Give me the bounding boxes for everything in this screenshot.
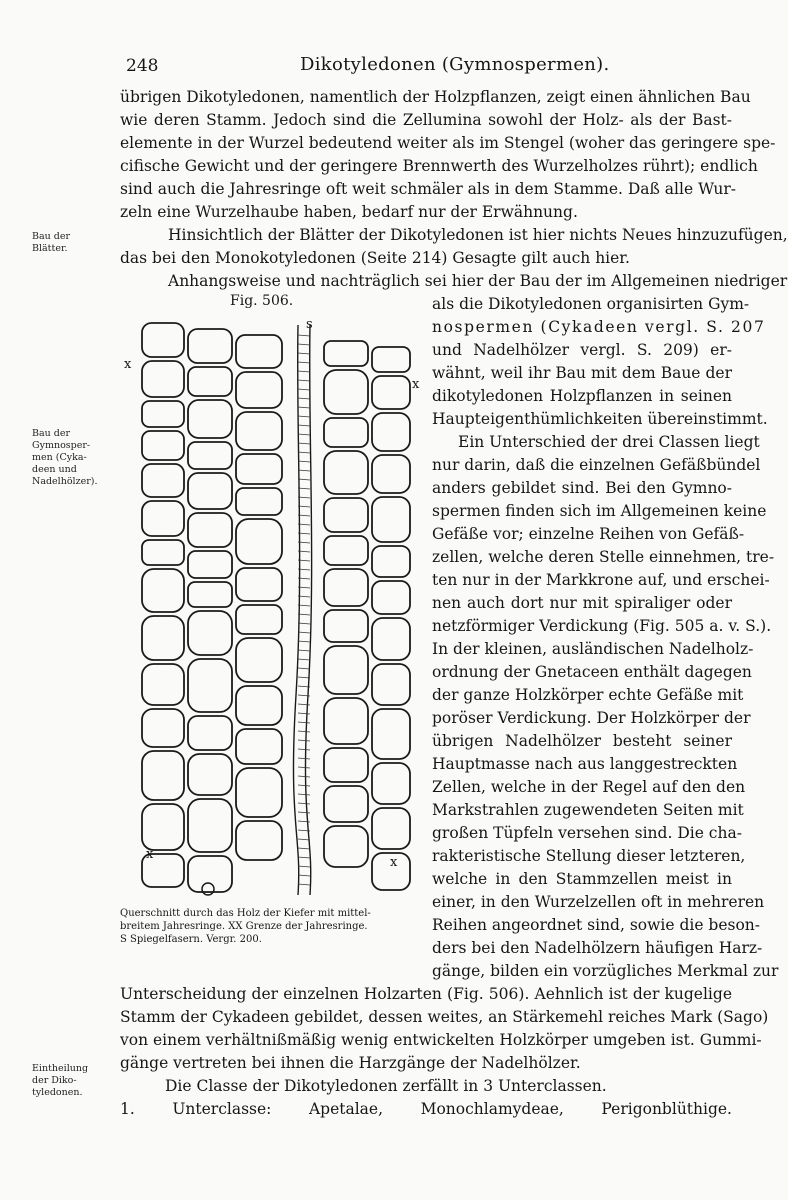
text-line: gänge, bilden ein vorzügliches Merkmal zur (432, 962, 779, 980)
subclass-heading: 1. Unterclasse: Apetalae, Monochlamydeae, Perigonblüthige. (120, 1100, 732, 1118)
wood-cell (324, 418, 368, 447)
medullary-ray-line (293, 325, 299, 895)
ray-hatch (298, 398, 310, 399)
ray-hatch (298, 839, 310, 840)
wood-cell (372, 376, 410, 409)
text-line: einer, in den Wurzelzellen oft in mehreren (432, 893, 765, 911)
wood-cell (236, 454, 282, 484)
wood-cell (188, 473, 232, 509)
text-line: Markstrahlen zugewendeten Seiten mit (432, 801, 744, 819)
text-line: von einem verhältnißmäßig wenig entwickelten Holzkörper umgeben ist. Gummi- (120, 1031, 762, 1049)
text-line: Ein Unterschied der drei Classen liegt (458, 433, 760, 451)
text-line: Haupteigenthümlichkeiten übereinstimmt. (432, 410, 768, 428)
text-line: Unterscheidung der einzelnen Holzarten (Fig. 506). Aehnlich ist der kugelige (120, 985, 732, 1003)
wood-cell (188, 611, 232, 655)
text-line: zellen, welche deren Stelle einnehmen, tre- (432, 548, 775, 566)
text-line: Stamm der Cykadeen gebildet, dessen weites, an Stärkemehl reiches Mark (Sago) (120, 1008, 769, 1026)
ray-hatch (298, 713, 310, 714)
wood-cell (142, 501, 184, 536)
margin-note-gymnospermen: Bau der Gymnosper- men (Cyka- deen und Nadelhölzer). (32, 428, 98, 487)
wood-cell (372, 618, 410, 660)
ray-hatch (298, 722, 310, 723)
text-line: großen Tüpfeln versehen sind. Die cha- (432, 824, 742, 842)
ray-hatch (298, 875, 310, 876)
figure-caption: Querschnitt durch das Holz der Kiefer mit mittel- breitem Jahresringe. XX Grenze der Jahresringe. S Spiegelfasern. Vergr. 200. (120, 908, 371, 945)
ray-hatch (298, 668, 310, 669)
text-line: cifische Gewicht und der geringere Brennwerth des Wurzelholzes rührt); endlich (120, 157, 758, 175)
text-line: gänge vertreten bei ihnen die Harzgänge der Nadelhölzer. (120, 1054, 581, 1072)
ray-hatch (298, 848, 310, 849)
wood-cell (188, 659, 232, 712)
text-line: Hauptmasse nach aus langgestreckten (432, 755, 738, 773)
wood-cell (142, 804, 184, 850)
wood-cell (188, 551, 232, 578)
text-line: übrigen Dikotyledonen, namentlich der Holzpflanzen, zeigt einen ähnlichen Bau (120, 88, 751, 106)
wood-cell (236, 638, 282, 682)
text-line: nur darin, daß die einzelnen Gefäßbündel (432, 456, 761, 474)
text-line: Gefäße vor; einzelne Reihen von Gefäß- (432, 525, 745, 543)
text-line: rakteristische Stellung dieser letzteren, (432, 847, 746, 865)
text-line: Anhangsweise und nachträglich sei hier der Bau der im Allgemeinen niedriger (168, 272, 788, 290)
figure-letter-s: s (306, 317, 313, 332)
wood-cell (142, 709, 184, 747)
text-line: nospermen (Cykadeen vergl. S. 207 (432, 318, 766, 336)
ray-hatch (298, 812, 310, 813)
text-line: ders bei den Nadelhölzern häufigen Harz- (432, 939, 763, 957)
text-line: wie deren Stamm. Jedoch sind die Zellumina sowohl der Holz- als der Bast- (120, 111, 732, 129)
figure-letter-x: x (146, 847, 154, 862)
text-line: der ganze Holzkörper echte Gefäße mit (432, 686, 744, 704)
ray-hatch (298, 434, 310, 435)
wood-cell (372, 581, 410, 614)
ray-hatch (298, 767, 310, 768)
text-line: Die Classe der Dikotyledonen zerfällt in 3 Unterclassen. (165, 1077, 607, 1095)
wood-cell (324, 498, 368, 532)
medullary-ray-line (305, 325, 311, 895)
ray-hatch (298, 479, 310, 480)
wood-cell (324, 451, 368, 494)
ray-hatch (298, 425, 310, 426)
text-line: ten nur in der Markkrone auf, und erschei- (432, 571, 770, 589)
text-line: In der kleinen, ausländischen Nadelholz- (432, 640, 754, 658)
wood-cell (372, 808, 410, 849)
text-line: als die Dikotyledonen organisirten Gym- (432, 295, 750, 313)
text-line: dikotyledonen Holzpflanzen in seinen (432, 387, 732, 405)
wood-cell (236, 568, 282, 601)
wood-cell (372, 664, 410, 705)
wood-cell (188, 442, 232, 469)
wood-cell (324, 646, 368, 694)
wood-cell (236, 335, 282, 368)
ray-hatch (298, 659, 310, 660)
ray-hatch (298, 677, 310, 678)
text-line: ordnung der Gnetaceen enthält dagegen (432, 663, 752, 681)
ray-hatch (298, 407, 310, 408)
wood-cell (324, 786, 368, 822)
text-line: anders gebildet sind. Bei den Gymno- (432, 479, 732, 497)
wood-cell (142, 401, 184, 427)
text-line: spermen finden sich im Allgemeinen keine (432, 502, 767, 520)
text-line: das bei den Monokotyledonen (Seite 214) Gesagte gilt auch hier. (120, 249, 630, 267)
ray-hatch (298, 884, 310, 885)
wood-cell (188, 329, 232, 363)
wood-cell (188, 367, 232, 396)
wood-cell (188, 716, 232, 750)
wood-cell (372, 546, 410, 577)
ray-hatch (298, 452, 310, 453)
wood-cell (142, 569, 184, 612)
wood-cell (324, 569, 368, 606)
ray-hatch (298, 353, 310, 354)
wood-cell (236, 412, 282, 450)
ray-hatch (298, 731, 310, 732)
ray-hatch (298, 461, 310, 462)
ray-hatch (298, 866, 310, 867)
text-line: Zellen, welche in der Regel auf den den (432, 778, 746, 796)
wood-cell (372, 763, 410, 804)
text-line: elemente in der Wurzel bedeutend weiter als im Stengel (woher das geringere spe- (120, 134, 776, 152)
text-line: welche in den Stammzellen meist in (432, 870, 732, 888)
wood-cell (236, 605, 282, 634)
ray-hatch (298, 857, 310, 858)
wood-cell (142, 664, 184, 705)
text-line: poröser Verdickung. Der Holzkörper der (432, 709, 751, 727)
text-line: nen auch dort nur mit spiraliger oder (432, 594, 732, 612)
wood-cell (202, 883, 214, 895)
cell-drawing (128, 315, 418, 905)
wood-cell (188, 799, 232, 852)
wood-cell (324, 610, 368, 642)
ray-hatch (298, 650, 310, 651)
wood-cell (324, 826, 368, 867)
figure-letter-x: x (390, 855, 398, 870)
ray-hatch (298, 623, 310, 624)
wood-cell (324, 536, 368, 565)
text-line: sind auch die Jahresringe oft weit schmäler als in dem Stamme. Daß alle Wur- (120, 180, 736, 198)
wood-cell (142, 431, 184, 460)
wood-cell (372, 709, 410, 759)
text-line: übrigen Nadelhölzer besteht seiner (432, 732, 732, 750)
wood-cell (324, 698, 368, 744)
ray-hatch (298, 758, 310, 759)
wood-cell (188, 754, 232, 795)
wood-cell (142, 323, 184, 357)
wood-cross-section-figure (124, 315, 420, 905)
figure-letter-x: x (124, 357, 132, 372)
ray-hatch (298, 335, 310, 336)
text-line: Reihen angeordnet sind, sowie die beson- (432, 916, 761, 934)
ray-hatch (298, 704, 310, 705)
wood-cell (372, 497, 410, 542)
ray-hatch (298, 380, 310, 381)
wood-cell (324, 370, 368, 414)
ray-hatch (298, 785, 310, 786)
margin-note-eintheilung: Eintheilung der Diko- tyledonen. (32, 1063, 89, 1098)
ray-hatch (298, 740, 310, 741)
wood-cell (372, 347, 410, 372)
text-line: und Nadelhölzer vergl. S. 209) er- (432, 341, 732, 359)
text-line: wähnt, weil ihr Bau mit dem Baue der (432, 364, 732, 382)
wood-cell (236, 821, 282, 860)
ray-hatch (298, 776, 310, 777)
wood-cell (236, 488, 282, 515)
wood-cell (372, 413, 410, 451)
wood-cell (324, 341, 368, 366)
text-line: netzförmiger Verdickung (Fig. 505 a. v. S.). (432, 617, 772, 635)
ray-hatch (298, 803, 310, 804)
figure-letter-x: x (412, 377, 420, 392)
ray-hatch (298, 389, 310, 390)
page-number: 248 (126, 56, 159, 76)
ray-hatch (298, 794, 310, 795)
wood-cell (142, 540, 184, 565)
wood-cell (188, 513, 232, 547)
wood-cell (188, 582, 232, 607)
wood-cell (236, 768, 282, 817)
wood-cell (142, 464, 184, 497)
wood-cell (142, 616, 184, 660)
ray-hatch (298, 443, 310, 444)
wood-cell (236, 372, 282, 408)
wood-cell (142, 751, 184, 800)
ray-hatch (298, 641, 310, 642)
wood-cell (188, 856, 232, 892)
wood-cell (142, 361, 184, 397)
text-line: Hinsichtlich der Blätter der Dikotyledonen ist hier nichts Neues hinzuzufügen, (168, 226, 788, 244)
ray-hatch (298, 362, 310, 363)
wood-cell (236, 729, 282, 764)
running-title: Dikotyledonen (Gymnospermen). (300, 54, 610, 75)
ray-hatch (298, 344, 310, 345)
wood-cell (236, 686, 282, 725)
wood-cell (188, 400, 232, 438)
ray-hatch (298, 488, 310, 489)
wood-cell (236, 519, 282, 564)
margin-note-blaetter: Bau der Blätter. (32, 231, 71, 254)
figure-label: Fig. 506. (230, 293, 294, 309)
wood-cell (372, 455, 410, 493)
wood-cell (324, 748, 368, 782)
ray-hatch (298, 749, 310, 750)
ray-hatch (298, 371, 310, 372)
text-line: zeln eine Wurzelhaube haben, bedarf nur der Erwähnung. (120, 203, 578, 221)
ray-hatch (298, 632, 310, 633)
ray-hatch (298, 470, 310, 471)
ray-hatch (298, 416, 310, 417)
